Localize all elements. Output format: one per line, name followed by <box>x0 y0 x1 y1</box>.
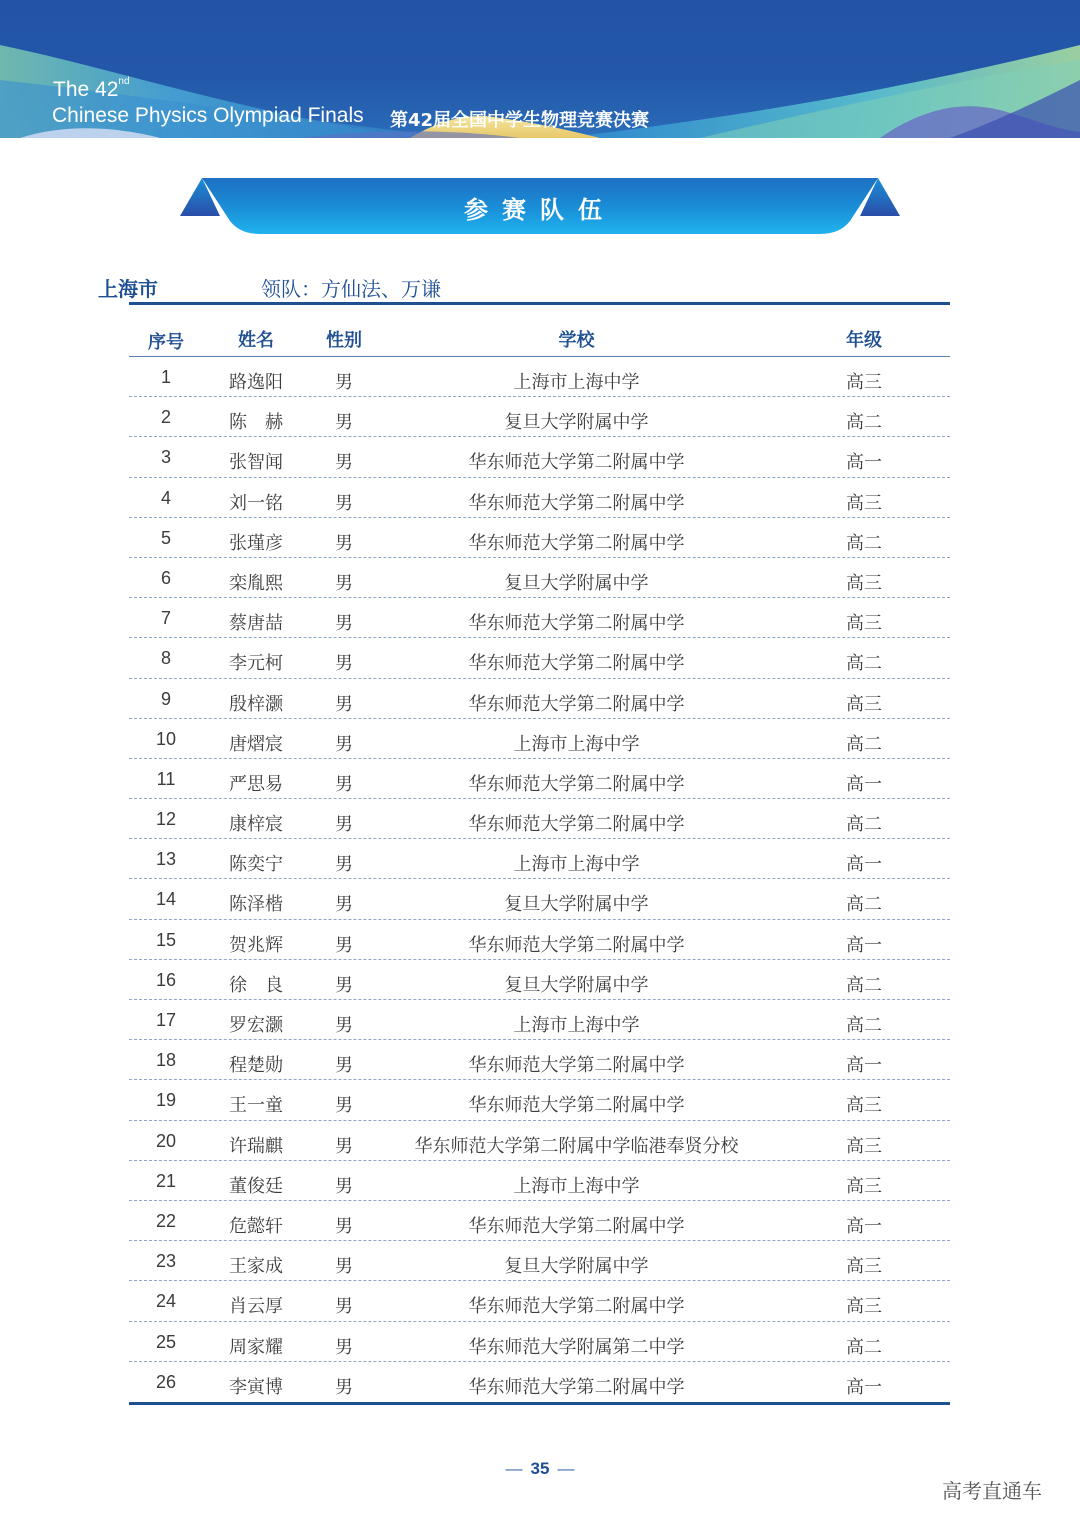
cell-grade: 高一 <box>846 773 882 795</box>
cell-name: 危懿轩 <box>229 1215 283 1237</box>
table-row <box>129 518 950 558</box>
table-row <box>129 1161 950 1201</box>
cell-sex: 男 <box>335 653 353 675</box>
cell-school: 华东师范大学第二附属中学 <box>468 1055 685 1077</box>
table-row <box>129 759 950 799</box>
header-banner <box>0 0 1080 138</box>
cell-name: 周家耀 <box>229 1336 283 1358</box>
cell-no: 10 <box>155 728 177 749</box>
cell-sex: 男 <box>335 934 353 956</box>
cell-sex: 男 <box>335 773 353 795</box>
table-row <box>129 1281 950 1321</box>
cell-grade: 高一 <box>846 854 882 876</box>
cell-school: 复旦大学附属中学 <box>504 572 649 594</box>
cell-school: 上海市上海中学 <box>513 1015 640 1036</box>
cell-school: 华东师范大学第二附属中学 <box>468 773 685 795</box>
banner-title-en: Chinese Physics Olympiad Finals <box>52 104 364 127</box>
cell-name: 陈奕宁 <box>229 854 283 876</box>
cell-grade: 高一 <box>846 934 882 956</box>
cell-grade: 高一 <box>846 1055 882 1077</box>
cell-no: 8 <box>160 648 171 669</box>
table-row <box>129 397 950 437</box>
table-row <box>129 1241 950 1281</box>
table-row <box>129 960 950 1000</box>
cell-no: 11 <box>156 768 176 789</box>
watermark: 高考直通车 <box>942 1479 1042 1503</box>
cell-sex: 男 <box>335 1215 353 1237</box>
cell-name: 陈泽楷 <box>229 894 283 916</box>
team-roster-table <box>129 318 950 1401</box>
banner-edition <box>53 78 130 102</box>
table-row <box>129 1322 950 1362</box>
table-row <box>129 879 950 919</box>
cell-school: 华东师范大学第二附属中学 <box>468 934 685 956</box>
cell-grade: 高二 <box>846 1015 882 1036</box>
cell-sex: 男 <box>335 452 353 474</box>
cell-name: 董俊廷 <box>229 1175 283 1197</box>
cell-name: 康梓宸 <box>229 814 283 836</box>
cell-school: 华东师范大学第二附属中学 <box>468 693 685 715</box>
cell-school: 华东师范大学第二附属中学 <box>468 1376 685 1398</box>
cell-name: 程楚勋 <box>229 1055 283 1077</box>
table-body <box>129 357 950 1401</box>
cell-no: 15 <box>155 929 177 950</box>
cell-school: 华东师范大学第二附属中学 <box>468 653 685 675</box>
cell-school: 华东师范大学第二附属中学 <box>468 613 685 635</box>
cell-school: 华东师范大学第二附属中学 <box>468 492 685 514</box>
table-row <box>129 799 950 839</box>
table-row <box>129 719 950 759</box>
cell-grade: 高二 <box>846 814 882 836</box>
cell-grade: 高三 <box>846 1095 882 1117</box>
cell-school: 复旦大学附属中学 <box>504 412 649 434</box>
cell-no: 7 <box>160 608 171 629</box>
cell-sex: 男 <box>335 492 353 514</box>
cell-name: 肖云厚 <box>229 1296 283 1318</box>
cell-sex: 男 <box>335 613 353 635</box>
cell-sex: 男 <box>335 974 353 996</box>
table-row <box>129 1040 950 1080</box>
team-leaders: 领队：方仙法、万谦 <box>261 277 441 301</box>
cell-name: 严思易 <box>229 773 283 795</box>
cell-grade: 高二 <box>846 974 882 996</box>
cell-no: 21 <box>155 1170 177 1191</box>
cell-name: 李元柯 <box>229 653 283 675</box>
cell-name: 路逸阳 <box>229 372 283 393</box>
table-header <box>129 318 950 357</box>
cell-name: 殷梓灏 <box>229 693 283 715</box>
cell-no: 4 <box>160 487 171 508</box>
cell-grade: 高三 <box>846 693 882 715</box>
cell-name: 陈 赫 <box>229 412 283 434</box>
cell-no: 19 <box>155 1090 177 1111</box>
cell-sex: 男 <box>335 1296 353 1318</box>
table-row <box>129 1201 950 1241</box>
cell-grade: 高二 <box>846 894 882 916</box>
cell-school: 上海市上海中学 <box>513 1175 640 1197</box>
cell-grade: 高二 <box>846 1336 882 1358</box>
cell-sex: 男 <box>335 1095 353 1117</box>
cell-name: 唐熠宸 <box>229 733 283 755</box>
cell-name: 刘一铭 <box>229 492 283 514</box>
cell-sex: 男 <box>335 1376 353 1398</box>
cell-school: 上海市上海中学 <box>513 733 640 755</box>
divider-top <box>129 302 950 305</box>
cell-school: 华东师范大学附属第二中学 <box>468 1336 685 1358</box>
cell-no: 22 <box>155 1210 177 1231</box>
cell-no: 14 <box>155 889 177 910</box>
cell-grade: 高一 <box>846 1376 882 1398</box>
cell-no: 6 <box>160 567 171 588</box>
cell-school: 复旦大学附属中学 <box>504 894 649 916</box>
cell-no: 17 <box>155 1010 177 1030</box>
cell-school: 华东师范大学第二附属中学临港奉贤分校 <box>414 1135 739 1157</box>
cell-name: 栾胤熙 <box>229 572 283 594</box>
cell-name: 李寅博 <box>229 1376 283 1398</box>
cell-grade: 高二 <box>846 733 882 755</box>
table-row <box>129 357 950 397</box>
col-header-grade: 年级 <box>846 330 882 351</box>
table-row <box>129 920 950 960</box>
cell-no: 24 <box>155 1291 177 1312</box>
dash-right: — <box>557 1459 575 1478</box>
divider-bottom <box>129 1402 950 1405</box>
table-row <box>129 1080 950 1120</box>
cell-sex: 男 <box>335 854 353 876</box>
cell-school: 华东师范大学第二附属中学 <box>468 1215 685 1237</box>
cell-no: 20 <box>155 1130 177 1151</box>
cell-sex: 男 <box>335 1336 353 1358</box>
cell-sex: 男 <box>335 733 353 755</box>
banner-title-cn: 第42届全国中学生物理竞赛决赛 <box>390 110 650 131</box>
table-row <box>129 437 950 477</box>
cell-sex: 男 <box>335 1055 353 1077</box>
cell-grade: 高三 <box>846 1175 882 1197</box>
cell-sex: 男 <box>335 572 353 594</box>
cell-name: 张智闻 <box>229 452 283 474</box>
cell-school: 华东师范大学第二附属中学 <box>468 532 685 554</box>
cell-no: 18 <box>155 1050 177 1071</box>
cell-grade: 高三 <box>846 1256 882 1278</box>
cell-no: 12 <box>155 809 177 830</box>
cell-sex: 男 <box>335 894 353 916</box>
cell-no: 5 <box>160 527 171 548</box>
cell-grade: 高一 <box>846 452 882 474</box>
cell-school: 华东师范大学第二附属中学 <box>468 452 685 474</box>
cell-sex: 男 <box>335 412 353 434</box>
cell-grade: 高三 <box>846 1135 882 1157</box>
cell-grade: 高一 <box>846 1215 882 1237</box>
cell-grade: 高二 <box>846 532 882 554</box>
page-number-value: 35 <box>530 1459 550 1478</box>
cell-no: 9 <box>160 688 171 709</box>
cell-name: 王家成 <box>229 1256 283 1278</box>
table-row <box>129 1121 950 1161</box>
cell-no: 23 <box>155 1251 177 1272</box>
col-header-school: 学校 <box>558 330 595 351</box>
cell-name: 罗宏灏 <box>229 1015 283 1036</box>
cell-school: 复旦大学附属中学 <box>504 1256 649 1278</box>
col-header-no: 序号 <box>148 332 184 352</box>
cell-no: 2 <box>160 407 171 428</box>
table-row <box>129 1362 950 1401</box>
team-city: 上海市 <box>98 277 158 301</box>
cell-school: 上海市上海中学 <box>513 854 640 876</box>
cell-sex: 男 <box>335 814 353 836</box>
table-row <box>129 558 950 598</box>
cell-no: 1 <box>160 367 171 387</box>
table-row <box>129 1000 950 1040</box>
page-number <box>0 1459 1080 1479</box>
cell-sex: 男 <box>335 1135 353 1157</box>
cell-name: 张瑾彦 <box>229 532 283 554</box>
cell-sex: 男 <box>335 693 353 715</box>
cell-school: 华东师范大学第二附属中学 <box>468 1296 685 1318</box>
cell-grade: 高三 <box>846 492 882 514</box>
col-header-sex: 性别 <box>326 330 362 351</box>
cell-grade: 高二 <box>846 653 882 675</box>
cell-sex: 男 <box>335 1015 353 1036</box>
cell-school: 复旦大学附属中学 <box>504 974 649 996</box>
cell-no: 13 <box>155 849 177 870</box>
cell-no: 26 <box>155 1371 177 1392</box>
cell-school: 华东师范大学第二附属中学 <box>468 814 685 836</box>
table-row <box>129 638 950 678</box>
cell-no: 25 <box>155 1331 177 1352</box>
cell-sex: 男 <box>335 1256 353 1278</box>
cell-grade: 高三 <box>846 613 882 635</box>
cell-sex: 男 <box>335 1175 353 1197</box>
table-row <box>129 478 950 518</box>
cell-grade: 高三 <box>846 372 882 393</box>
cell-grade: 高三 <box>846 572 882 594</box>
section-title: 参赛队伍 <box>464 196 616 224</box>
cell-name: 王一童 <box>229 1095 283 1117</box>
cell-grade: 高三 <box>846 1296 882 1318</box>
cell-grade: 高二 <box>846 412 882 434</box>
cell-sex: 男 <box>335 532 353 554</box>
cell-name: 许瑞麒 <box>229 1135 283 1157</box>
cell-name: 贺兆辉 <box>229 934 283 956</box>
dash-left: — <box>505 1459 523 1478</box>
cell-sex: 男 <box>335 372 353 393</box>
banner-edition-text: The 42 <box>53 78 119 101</box>
col-header-name: 姓名 <box>238 330 274 351</box>
table-row <box>129 679 950 719</box>
cell-no: 16 <box>155 969 177 990</box>
cell-school: 上海市上海中学 <box>513 372 640 393</box>
cell-name: 徐 良 <box>229 974 283 996</box>
table-row <box>129 839 950 879</box>
table-row <box>129 598 950 638</box>
banner-edition-suffix: nd <box>118 76 130 87</box>
cell-no: 3 <box>160 447 171 468</box>
cell-school: 华东师范大学第二附属中学 <box>468 1095 685 1117</box>
cell-name: 蔡唐喆 <box>229 613 283 635</box>
